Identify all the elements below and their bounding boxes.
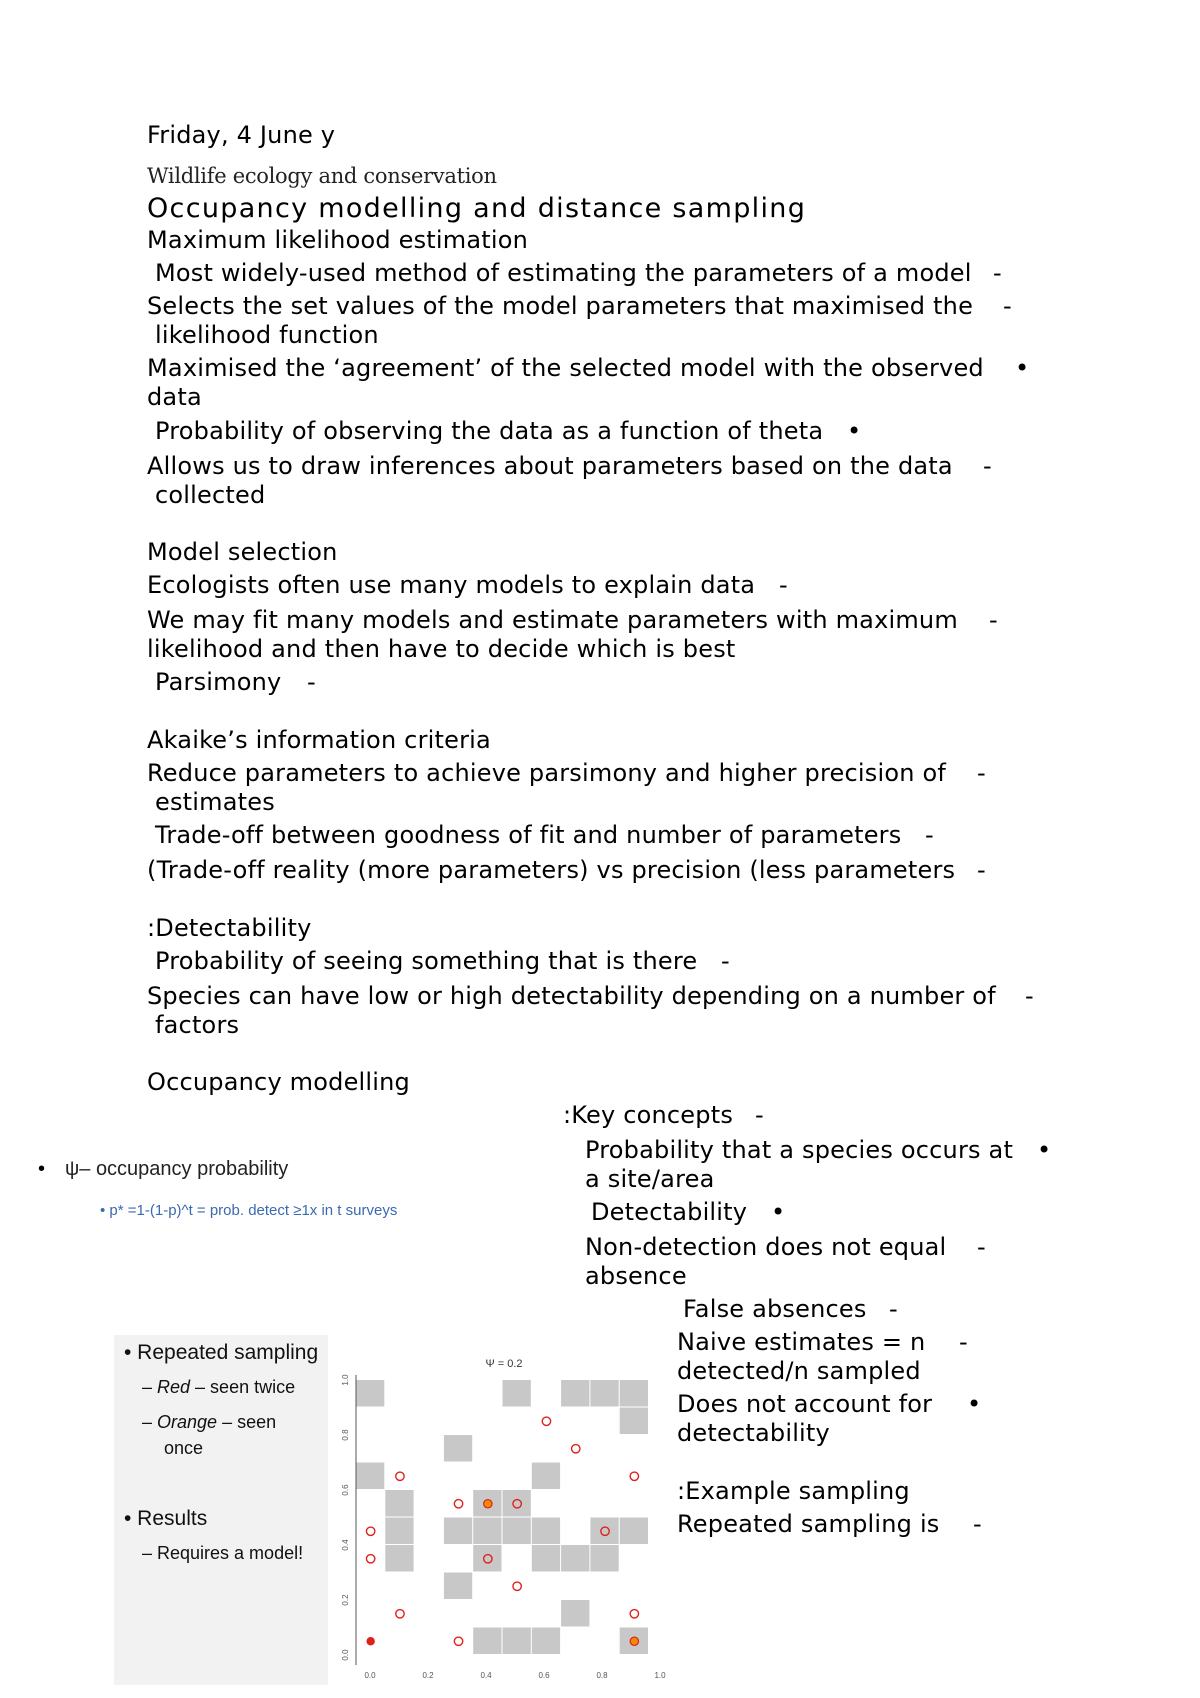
dash-marker: -	[983, 452, 992, 480]
x-tick-label: 0.4	[480, 1671, 492, 1680]
grid-cell	[503, 1380, 531, 1407]
dash-marker: -	[1025, 982, 1034, 1010]
grid-cell	[532, 1545, 560, 1572]
x-tick-label: 0.2	[422, 1671, 434, 1680]
dash-marker: -	[993, 259, 1002, 287]
repeated-sampling-bullet: • Repeated sampling	[124, 1341, 319, 1364]
dash-marker: -	[755, 1101, 764, 1129]
aic-line-3: (Trade-off reality (more parameters) vs precision (less parameters	[147, 856, 956, 884]
grid-cell	[561, 1600, 589, 1627]
ms-line-2a: We may fit many models and estimate parameters with maximum	[147, 606, 958, 634]
red-label: Red	[157, 1377, 191, 1397]
occupancy-probability-label: ψ– occupancy probability	[65, 1158, 289, 1180]
red-meaning: – seen twice	[190, 1377, 296, 1397]
seen-orange-marker	[630, 1637, 638, 1645]
dash-marker: -	[721, 947, 730, 975]
occupancy-probability-figure	[30, 1150, 510, 1220]
grid-cell	[444, 1573, 472, 1600]
grid-cell	[532, 1628, 560, 1655]
grid-cell	[503, 1518, 531, 1545]
grid-cell	[503, 1490, 531, 1517]
bullet-marker: •	[1015, 354, 1030, 382]
figure-bullet: •	[38, 1158, 46, 1180]
grid-cell	[620, 1408, 648, 1435]
kc-line-3b: absence	[585, 1262, 687, 1290]
mle-line-2b: likelihood function	[155, 321, 379, 349]
grid-cell	[444, 1435, 472, 1462]
grid-cell	[590, 1545, 618, 1572]
bullet-marker: •	[847, 417, 862, 445]
aic-line-2: Trade-off between goodness of fit and number of parameters	[155, 821, 902, 849]
y-tick-label: 0.6	[341, 1484, 350, 1496]
dash-marker: -	[989, 606, 998, 634]
grid-cell	[532, 1518, 560, 1545]
mle-line-4: Probability of observing the data as a function of theta	[155, 417, 824, 445]
kc-line-3a: Non-detection does not equal	[585, 1233, 947, 1261]
orange-label: Orange	[157, 1412, 218, 1432]
y-tick-label: 0.0	[341, 1649, 350, 1661]
document-title: Occupancy modelling and distance sampling	[147, 193, 807, 224]
example-sampling-label: :Example sampling	[677, 1477, 910, 1505]
det-line-1: Probability of seeing something that is there	[155, 947, 698, 975]
grid-cell	[385, 1518, 413, 1545]
mle-line-3a: Maximised the ‘agreement’ of the selected model with the observed	[147, 354, 984, 382]
x-tick-label: 1.0	[654, 1671, 666, 1680]
detect-probability-formula: • p* =1-(1-p)^t = prob. detect ≥1x in t surveys	[100, 1202, 398, 1219]
key-concepts-label: :Key concepts	[563, 1101, 734, 1129]
ms-line-3: Parsimony	[155, 668, 282, 696]
bullet-marker: •	[771, 1198, 786, 1226]
heading-model-selection: Model selection	[147, 538, 338, 566]
aic-line-1a: Reduce parameters to achieve parsimony and higher precision of	[147, 759, 946, 787]
course-name: Wildlife ecology and conservation	[147, 164, 497, 188]
grid-cell	[620, 1380, 648, 1407]
repeated-sampling-figure	[114, 1335, 666, 1685]
dash-marker: -	[973, 1510, 982, 1538]
seen-orange-marker	[484, 1500, 492, 1508]
kc-line-5a: Naive estimates = n	[677, 1328, 926, 1356]
occupancy-grid-chart	[328, 1335, 666, 1685]
mle-line-3b: data	[147, 383, 202, 411]
dash-marker: -	[889, 1295, 898, 1323]
heading-occupancy: Occupancy modelling	[147, 1068, 410, 1096]
y-tick-label: 0.2	[341, 1594, 350, 1606]
grid-cell	[561, 1380, 589, 1407]
grid-cell	[561, 1545, 589, 1572]
ms-line-1: Ecologists often use many models to explain data	[147, 571, 756, 599]
dash-marker: -	[925, 821, 934, 849]
kc-line-4: False absences	[683, 1295, 867, 1323]
y-tick-label: 1.0	[341, 1374, 350, 1386]
dash-marker: -	[307, 668, 316, 696]
ms-line-2b: likelihood and then have to decide which is best	[147, 635, 736, 663]
heading-detectability: :Detectability	[147, 914, 312, 942]
mle-line-2a: Selects the set values of the model parameters that maximised the	[147, 292, 974, 320]
orange-legend: – Orange – seen	[142, 1412, 277, 1432]
orange-meaning-cont: once	[164, 1438, 204, 1458]
y-tick-label: 0.4	[341, 1539, 350, 1551]
grid-cell	[620, 1518, 648, 1545]
bullet-marker: •	[1037, 1136, 1052, 1164]
dash-marker: -	[1003, 292, 1012, 320]
kc-line-6a: Does not account for	[677, 1390, 933, 1418]
x-tick-label: 0.8	[596, 1671, 608, 1680]
mle-line-5a: Allows us to draw inferences about parameters based on the data	[147, 452, 953, 480]
dash-marker: -	[977, 856, 986, 884]
kc-line-5b: detected/n sampled	[677, 1357, 921, 1385]
results-bullet: • Results	[124, 1507, 208, 1530]
grid-cell	[356, 1380, 384, 1407]
grid-cell	[473, 1628, 501, 1655]
red-legend: – Red – seen twice	[142, 1377, 296, 1397]
grid-cell	[590, 1518, 618, 1545]
dash-marker: -	[977, 759, 986, 787]
x-tick-label: 0.0	[364, 1671, 376, 1680]
grid-cell	[473, 1518, 501, 1545]
aic-line-1b: estimates	[155, 788, 275, 816]
grid-cell	[444, 1518, 472, 1545]
kc-line-1a: Probability that a species occurs at	[585, 1136, 1014, 1164]
grid-cell	[590, 1380, 618, 1407]
det-line-2a: Species can have low or high detectability depending on a number of	[147, 982, 996, 1010]
dash-marker: -	[977, 1233, 986, 1261]
bullet-marker: •	[967, 1390, 982, 1418]
kc-line-2: Detectability	[591, 1198, 748, 1226]
mle-line-5b: collected	[155, 481, 266, 509]
example-line-1: Repeated sampling is	[677, 1510, 940, 1538]
heading-mle: Maximum likelihood estimation	[147, 226, 529, 254]
dash-marker: -	[959, 1328, 968, 1356]
grid-cell	[385, 1490, 413, 1517]
x-tick-label: 0.6	[538, 1671, 550, 1680]
seen-twice-marker	[366, 1637, 374, 1645]
document-date: Friday, 4 June y	[147, 121, 336, 149]
grid-cell	[473, 1545, 501, 1572]
results-note: – Requires a model!	[142, 1543, 304, 1563]
grid-cell	[532, 1463, 560, 1490]
chart-title: Ψ = 0.2	[485, 1358, 523, 1370]
det-line-2b: factors	[155, 1011, 240, 1039]
kc-line-1b: a site/area	[585, 1165, 715, 1193]
grid-cell	[385, 1545, 413, 1572]
orange-meaning: – seen	[217, 1412, 277, 1432]
grid-cell	[356, 1463, 384, 1490]
y-tick-label: 0.8	[341, 1429, 350, 1441]
dash-marker: -	[779, 571, 788, 599]
heading-aic: Akaike’s information criteria	[147, 726, 491, 754]
mle-line-1: Most widely-used method of estimating the parameters of a model	[155, 259, 972, 287]
kc-line-6b: detectability	[677, 1419, 830, 1447]
grid-cell	[503, 1628, 531, 1655]
